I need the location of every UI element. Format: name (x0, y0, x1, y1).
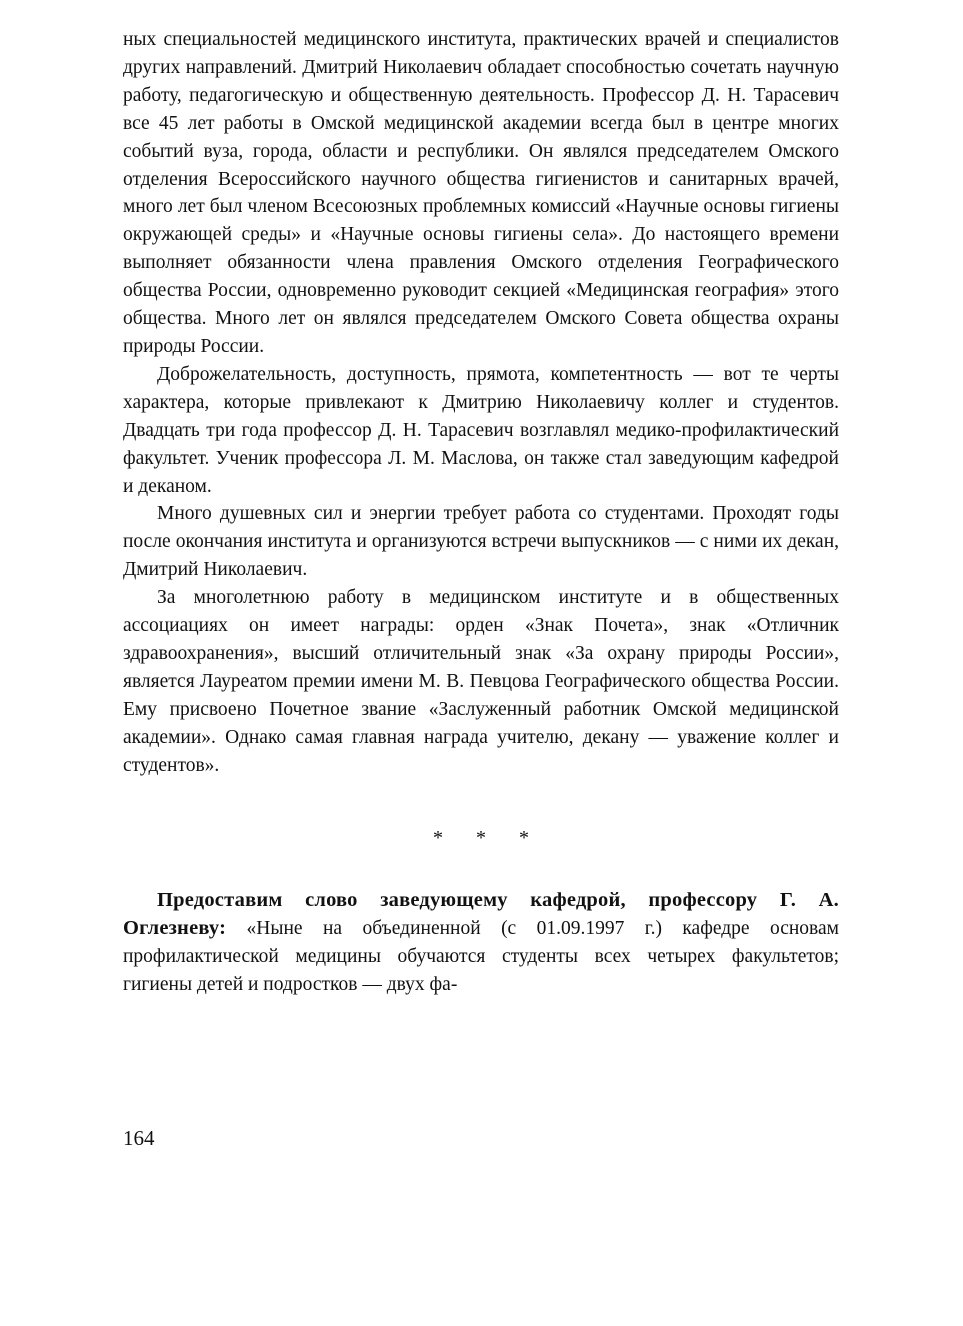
paragraph-character-traits: Доброжелательность, доступность, прямота, компетентность — вот те черты характера, которые привлекают к Дмитрию Николаевичу коллег и студентов. Двадцать три года профессор Д. Н. Тарасевич возглавлял медико-профилактический факультет. Ученик профессора Л. М. Маслова, он также стал заведующим кафедрой и деканом. (123, 363, 839, 497)
paragraph-continuation: ных специальностей медицинского института, практических врачей и специалистов других направлений. Дмитрий Николаевич обладает способностью сочетать научную работу, педагогическую и общественную деятельность. Профессор Д. Н. Тарасевич все 45 лет работы в Омской медицинской академии всегда был в центре многих событий вуза, города, области и республики. Он являлся председателем Омского отделения Всероссийского научного общества гигиенистов и санитарных врачей, много лет был членом Всесоюзных проблемных комиссий «Научные основы гигиены окружающей среды» и «Научные основы гигиены села». До настоящего времени выполняет обязанности члена правления Омского отделения Географического общества России, одновременно руководит секцией «Медицинская география» этого общества. Много лет он являлся председателем Омского Совета общества охраны природы России. (123, 29, 839, 357)
page-number: 164 (123, 1126, 155, 1150)
page-body (123, 26, 839, 999)
quote-text: «Ныне на объединенной (с 01.09.1997 г.) кафедре основам профилактической медицины обучаются студенты всех четырех факультетов; гигиены детей и подростков — двух фа- (123, 918, 839, 996)
paragraph-oglezneu-quote (123, 887, 839, 999)
section-separator: * * * (433, 827, 543, 850)
paragraph-students-work: Много душевных сил и энергии требует работа со студентами. Проходят годы после окончания института и организуются встречи выпускников — с ними их декан, Дмитрий Николаевич. (123, 503, 839, 581)
bold-lead-text: Предоставим слово заведующему кафедрой, профессору Г. А. Оглезневу: (123, 889, 839, 940)
paragraph-awards: За многолетнюю работу в медицинском институте и в общественных ассоциациях он имеет награды: орден «Знак Почета», знак «Отличник здравоохранения», высший отличительный знак «За охрану природы России», является Лауреатом премии имени М. В. Певцова Географического общества России. Ему присвоено Почетное звание «Заслуженный работник Омской медицинской академии». Однако самая главная награда учителю, декану — уважение коллег и студентов». (123, 587, 839, 776)
